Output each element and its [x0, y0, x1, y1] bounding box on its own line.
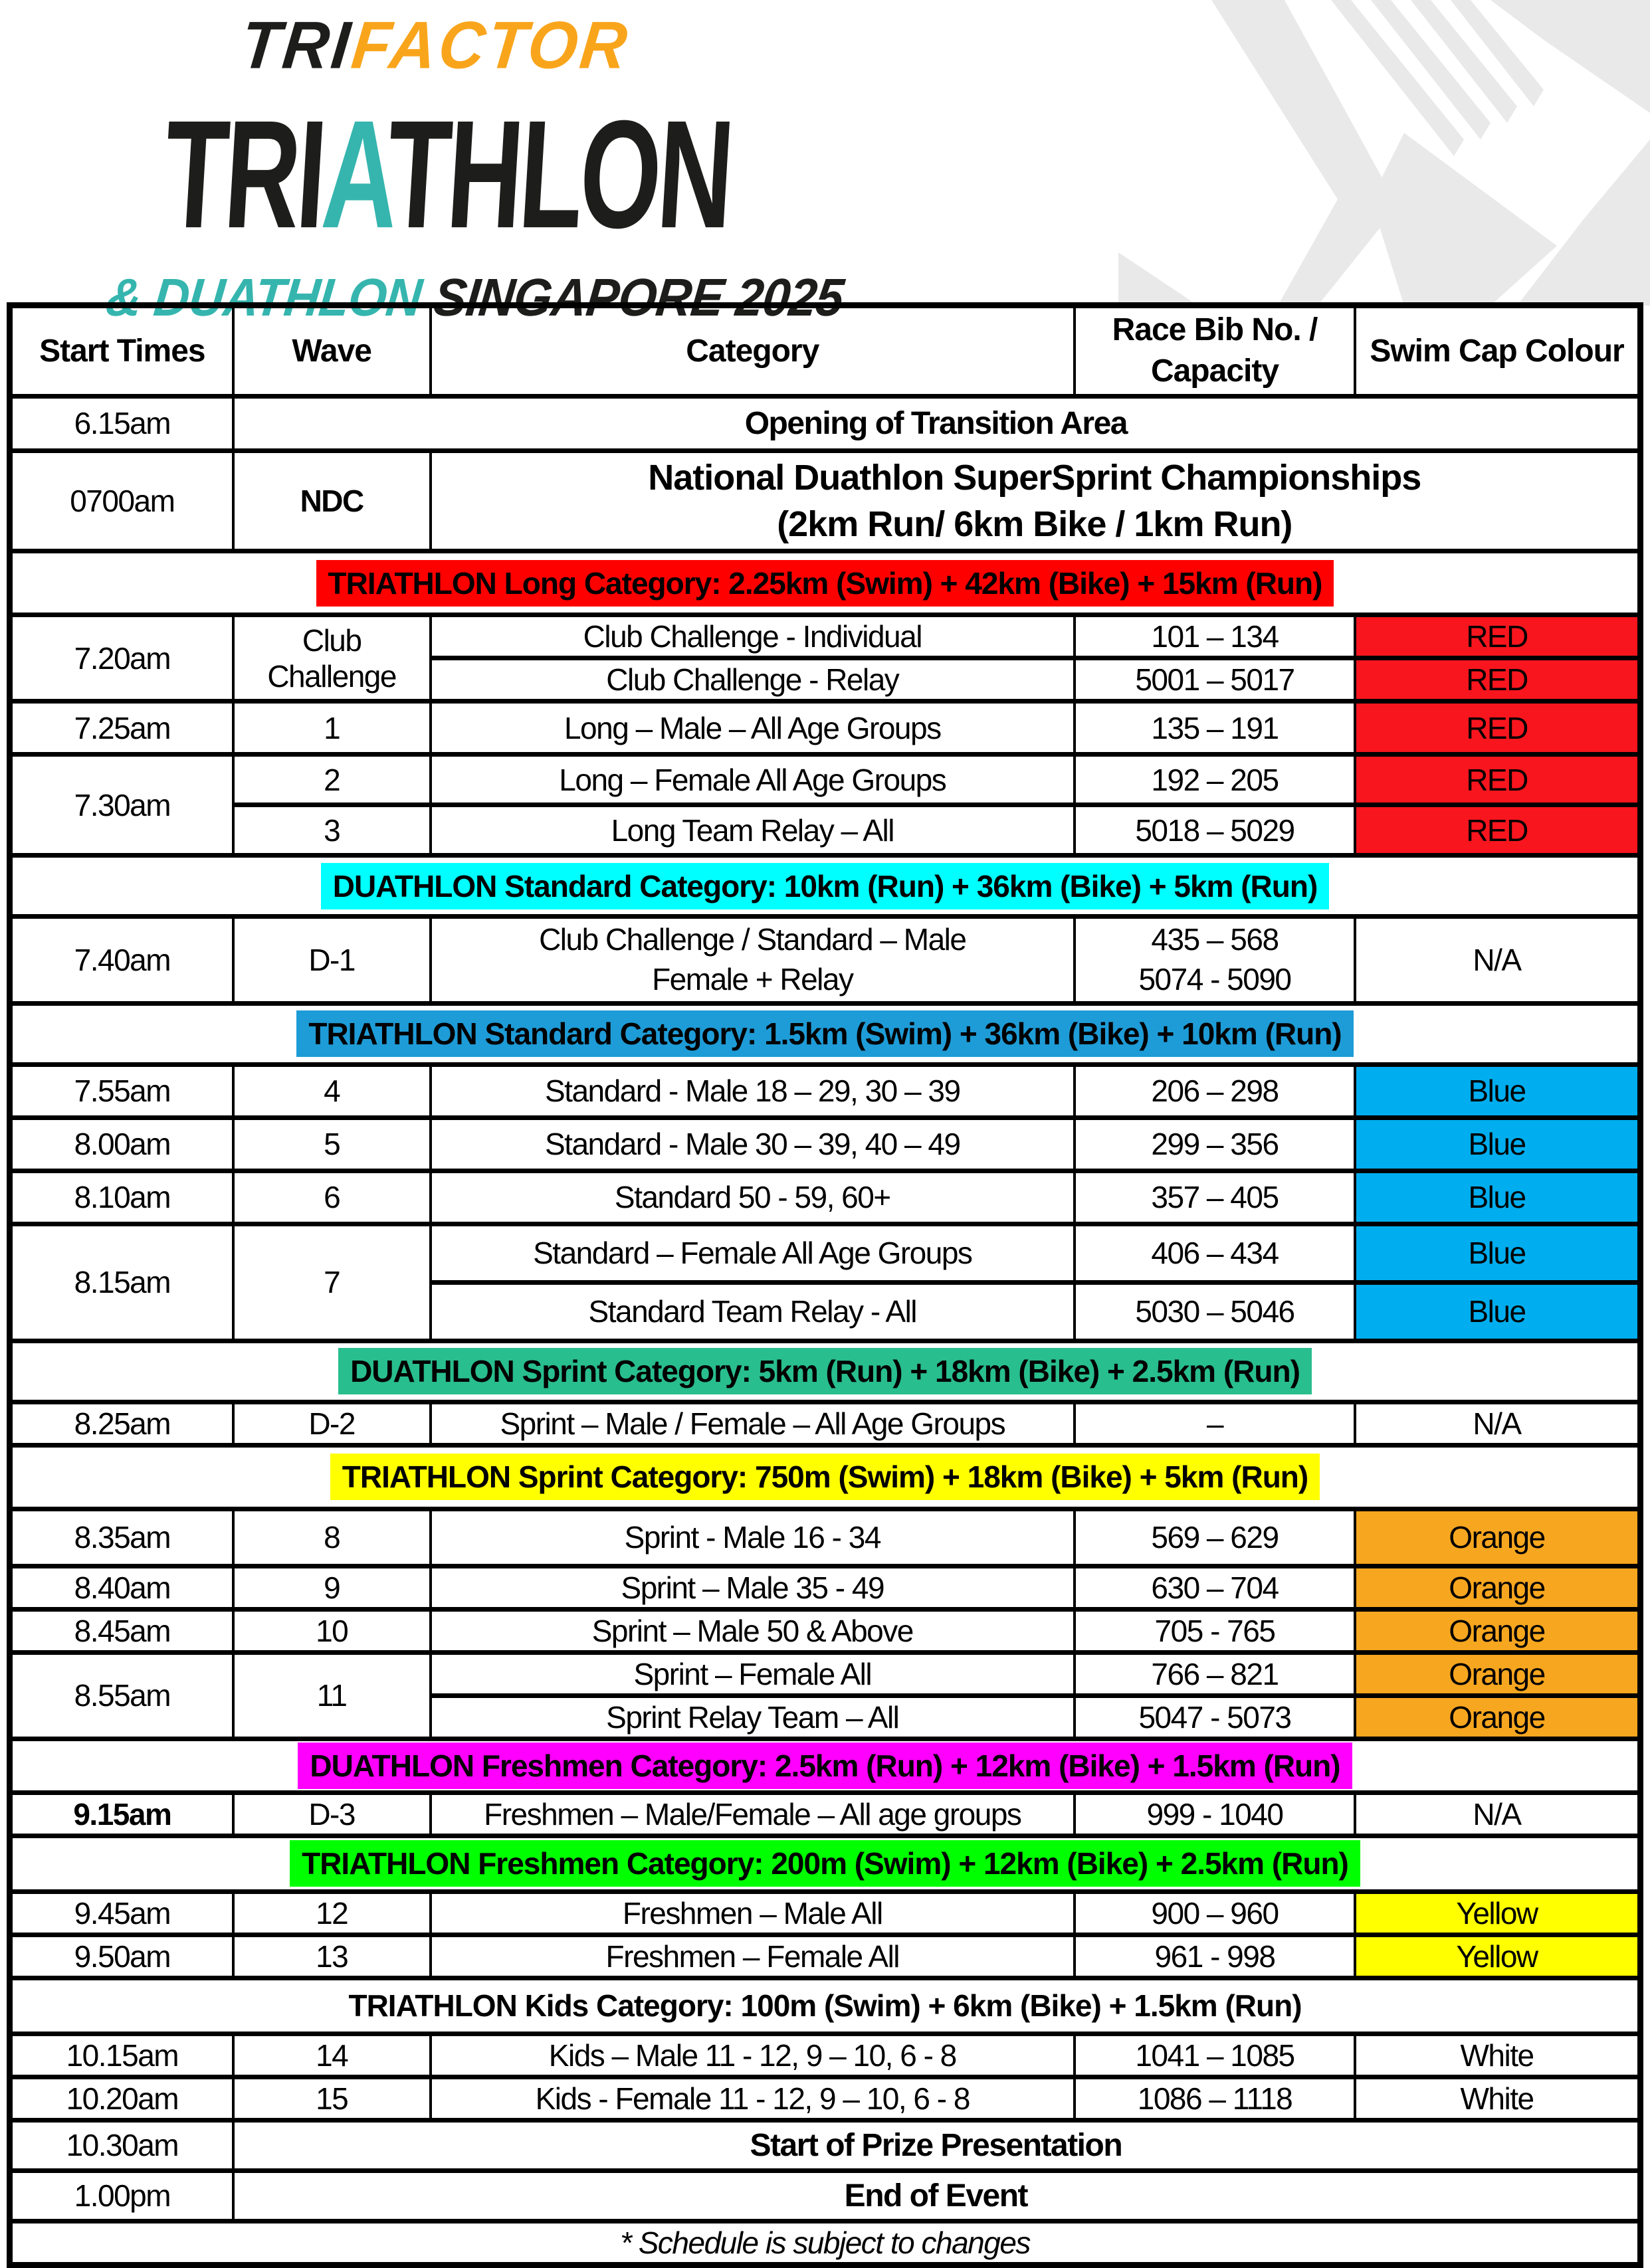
wave-cell: D-1 [233, 917, 431, 1004]
swim-cap-cell: Blue [1355, 1282, 1640, 1341]
race-row [10, 917, 1641, 1004]
column-header-swim-cap: Swim Cap Colour [1355, 306, 1640, 397]
wave-cell: NDC [233, 450, 431, 551]
race-row [10, 1064, 1641, 1117]
bib-cell: 961 - 998 [1075, 1935, 1355, 1978]
time-cell: 8.25am [10, 1402, 233, 1445]
category-cell: Standard 50 - 59, 60+ [431, 1171, 1075, 1224]
time-cell: 7.55am [10, 1064, 233, 1117]
swim-cap-cell: White [1355, 2033, 1640, 2077]
time-cell: 8.15am [10, 1224, 233, 1341]
logo-singapore-text: SINGAPORE 2025 [431, 267, 847, 328]
bib-cell: 999 - 1040 [1075, 1792, 1355, 1836]
bib-cell: 630 – 704 [1075, 1566, 1355, 1609]
swim-cap-cell: Yellow [1355, 1891, 1640, 1935]
race-schedule-table [7, 302, 1643, 2268]
time-cell: 7.25am [10, 702, 233, 755]
category-section-row [10, 1003, 1641, 1064]
swim-cap-cell: RED [1355, 702, 1640, 755]
time-cell: 9.50am [10, 1935, 233, 1978]
time-cell: 10.30am [10, 2120, 233, 2170]
wave-cell: Club Challenge [233, 615, 431, 702]
category-section-row [10, 1836, 1641, 1891]
race-row [10, 1891, 1641, 1935]
wave-cell: 8 [233, 1509, 431, 1566]
time-cell: 8.10am [10, 1171, 233, 1224]
bib-cell: 569 – 629 [1075, 1509, 1355, 1566]
ndc-title-line2: (2km Run/ 6km Bike / 1km Run) [777, 504, 1292, 544]
section-title: TRIATHLON Sprint Category: 750m (Swim) + 18km (Bike) + 5km (Run) [330, 1454, 1320, 1500]
time-cell: 8.40am [10, 1566, 233, 1609]
bib-cell: 5001 – 5017 [1075, 658, 1355, 702]
race-row [10, 1935, 1641, 1978]
wave-cell: 4 [233, 1064, 431, 1117]
swim-cap-cell: Orange [1355, 1509, 1640, 1566]
column-header-bib-line1: Race Bib No. / [1112, 312, 1318, 347]
logo-triathlon-a: A [318, 88, 393, 260]
category-section-row [10, 551, 1641, 615]
swim-cap-cell: Orange [1355, 1695, 1640, 1739]
race-row [10, 615, 1641, 658]
category-cell: Sprint – Male 35 - 49 [431, 1566, 1075, 1609]
swim-cap-cell: N/A [1355, 917, 1640, 1004]
bib-line1: 435 – 568 [1151, 922, 1279, 957]
footnote-cell: * Schedule is subject to changes [10, 2221, 1641, 2265]
column-header-wave: Wave [233, 306, 431, 397]
logo-triathlon-pre: TRI [159, 88, 328, 260]
category-cell: Standard Team Relay - All [431, 1282, 1075, 1341]
swim-cap-cell: N/A [1355, 1402, 1640, 1445]
category-cell [431, 917, 1075, 1004]
column-header-category: Category [431, 306, 1075, 397]
swim-cap-cell: Blue [1355, 1117, 1640, 1171]
swim-cap-cell: RED [1355, 755, 1640, 805]
time-cell: 8.00am [10, 1117, 233, 1171]
logo-triathlon-post: THLON [382, 88, 736, 260]
event-label-cell: Start of Prize Presentation [233, 2120, 1641, 2170]
category-cell: Freshmen – Female All [431, 1935, 1075, 1978]
logo-trifactor-wordmark [102, 7, 695, 84]
time-cell: 8.55am [10, 1652, 233, 1739]
event-row [10, 2120, 1641, 2170]
time-cell: 7.30am [10, 755, 233, 856]
category-section-row [10, 1978, 1641, 2033]
bib-cell [1075, 917, 1355, 1004]
bib-line2: 5074 - 5090 [1138, 961, 1291, 996]
wave-cell: 3 [233, 805, 431, 856]
race-row [10, 1402, 1641, 1445]
section-title: DUATHLON Standard Category: 10km (Run) + 36km (Bike) + 5km (Run) [321, 863, 1330, 909]
category-cell: Kids – Male 11 - 12, 9 – 10, 6 - 8 [431, 2033, 1075, 2077]
race-row [10, 2033, 1641, 2077]
event-row [10, 396, 1641, 450]
time-cell: 6.15am [10, 396, 233, 450]
bib-cell: 299 – 356 [1075, 1117, 1355, 1171]
section-title: TRIATHLON Freshmen Category: 200m (Swim) + 12km (Bike) + 2.5km (Run) [290, 1840, 1360, 1887]
wave-cell: D-2 [233, 1402, 431, 1445]
race-row [10, 1171, 1641, 1224]
category-section-row [10, 1739, 1641, 1792]
column-header-bib [1075, 306, 1355, 397]
race-row [10, 805, 1641, 856]
logo-factor-text: FACTOR [348, 8, 633, 83]
bib-cell: 5018 – 5029 [1075, 805, 1355, 856]
swim-cap-cell: N/A [1355, 1792, 1640, 1836]
wave-cell: 9 [233, 1566, 431, 1609]
category-cell: Standard – Female All Age Groups [431, 1224, 1075, 1282]
category-cell: Club Challenge - Relay [431, 658, 1075, 702]
bib-cell: 1086 – 1118 [1075, 2077, 1355, 2120]
wave-cell: 6 [233, 1171, 431, 1224]
category-cell: Sprint Relay Team – All [431, 1695, 1075, 1739]
ndc-row [10, 450, 1641, 551]
wave-cell: 2 [233, 755, 431, 805]
wave-cell: 7 [233, 1224, 431, 1341]
wave-cell: 1 [233, 702, 431, 755]
logo-triathlon-wordmark [159, 86, 736, 263]
category-cell: Kids - Female 11 - 12, 9 – 10, 6 - 8 [431, 2077, 1075, 2120]
wave-cell: 10 [233, 1609, 431, 1652]
swim-cap-cell: RED [1355, 658, 1640, 702]
category-cell: Standard - Male 18 – 29, 30 – 39 [431, 1064, 1075, 1117]
race-row [10, 702, 1641, 755]
category-section-row [10, 1445, 1641, 1509]
event-label-cell: End of Event [233, 2170, 1641, 2221]
swim-cap-cell: RED [1355, 805, 1640, 856]
category-cell: Standard - Male 30 – 39, 40 – 49 [431, 1117, 1075, 1171]
ndc-title-line1: National Duathlon SuperSprint Championships [648, 457, 1421, 498]
section-title: TRIATHLON Kids Category: 100m (Swim) + 6km (Bike) + 1.5km (Run) [348, 1988, 1302, 2024]
section-title: DUATHLON Freshmen Category: 2.5km (Run) + 12km (Bike) + 1.5km (Run) [298, 1743, 1352, 1789]
wave-cell: 12 [233, 1891, 431, 1935]
race-row [10, 1566, 1641, 1609]
wave-cell: 15 [233, 2077, 431, 2120]
time-cell: 7.20am [10, 615, 233, 702]
bib-cell: – [1075, 1402, 1355, 1445]
time-cell: 10.15am [10, 2033, 233, 2077]
bib-cell: 5030 – 5046 [1075, 1282, 1355, 1341]
bib-cell: 900 – 960 [1075, 1891, 1355, 1935]
time-cell: 1.00pm [10, 2170, 233, 2221]
column-header-start-times: Start Times [10, 306, 233, 397]
category-cell: Sprint – Female All [431, 1652, 1075, 1695]
logo-tri-text: TRI [237, 8, 356, 83]
category-cell: Sprint - Male 16 - 34 [431, 1509, 1075, 1566]
wave-cell: 13 [233, 1935, 431, 1978]
category-line1: Club Challenge / Standard – Male [539, 922, 966, 957]
category-cell: Freshmen – Male/Female – All age groups [431, 1792, 1075, 1836]
swim-cap-cell: Orange [1355, 1566, 1640, 1609]
footnote-row [10, 2221, 1641, 2265]
swim-cap-cell: Orange [1355, 1652, 1640, 1695]
category-cell: Long Team Relay – All [431, 805, 1075, 856]
bib-cell: 766 – 821 [1075, 1652, 1355, 1695]
table-header-row [10, 306, 1641, 397]
bib-cell: 101 – 134 [1075, 615, 1355, 658]
time-cell: 10.20am [10, 2077, 233, 2120]
time-cell: 9.45am [10, 1891, 233, 1935]
time-cell: 0700am [10, 450, 233, 551]
swim-cap-cell: Yellow [1355, 1935, 1640, 1978]
bib-cell: 135 – 191 [1075, 702, 1355, 755]
section-title: DUATHLON Sprint Category: 5km (Run) + 18km (Bike) + 2.5km (Run) [338, 1348, 1312, 1394]
wave-cell: 14 [233, 2033, 431, 2077]
logo-duathlon-text: & DUATHLON [103, 267, 425, 328]
trifactor-logo [103, 8, 847, 328]
wave-cell: D-3 [233, 1792, 431, 1836]
race-row [10, 1117, 1641, 1171]
race-row [10, 1509, 1641, 1566]
swim-cap-cell: Blue [1355, 1064, 1640, 1117]
category-cell: Sprint – Male / Female – All Age Groups [431, 1402, 1075, 1445]
ndc-title-cell [431, 450, 1641, 551]
category-line2: Female + Relay [652, 961, 853, 996]
race-row [10, 755, 1641, 805]
swim-cap-cell: RED [1355, 615, 1640, 658]
event-label-cell: Opening of Transition Area [233, 396, 1641, 450]
time-cell: 7.40am [10, 917, 233, 1004]
swim-cap-cell: White [1355, 2077, 1640, 2120]
category-section-row [10, 856, 1641, 917]
category-cell: Club Challenge - Individual [431, 615, 1075, 658]
time-cell: 9.15am [10, 1792, 233, 1836]
category-cell: Long – Male – All Age Groups [431, 702, 1075, 755]
race-row [10, 1224, 1641, 1282]
swim-cap-cell: Orange [1355, 1609, 1640, 1652]
bib-cell: 705 - 765 [1075, 1609, 1355, 1652]
bib-cell: 406 – 434 [1075, 1224, 1355, 1282]
wave-cell: 11 [233, 1652, 431, 1739]
bib-cell: 5047 - 5073 [1075, 1695, 1355, 1739]
section-title: TRIATHLON Standard Category: 1.5km (Swim) + 36km (Bike) + 10km (Run) [296, 1010, 1353, 1057]
category-cell: Freshmen – Male All [431, 1891, 1075, 1935]
column-header-bib-line2: Capacity [1150, 353, 1279, 389]
category-cell: Long – Female All Age Groups [431, 755, 1075, 805]
time-cell: 8.45am [10, 1609, 233, 1652]
swim-cap-cell: Blue [1355, 1224, 1640, 1282]
race-row [10, 2077, 1641, 2120]
wave-cell: 5 [233, 1117, 431, 1171]
bib-cell: 1041 – 1085 [1075, 2033, 1355, 2077]
background-watermark-graphic [1118, 0, 1650, 306]
swim-cap-cell: Blue [1355, 1171, 1640, 1224]
bib-cell: 357 – 405 [1075, 1171, 1355, 1224]
race-row [10, 1792, 1641, 1836]
category-cell: Sprint – Male 50 & Above [431, 1609, 1075, 1652]
category-section-row [10, 1341, 1641, 1402]
time-cell: 8.35am [10, 1509, 233, 1566]
race-row [10, 1652, 1641, 1695]
bib-cell: 192 – 205 [1075, 755, 1355, 805]
section-title: TRIATHLON Long Category: 2.25km (Swim) + 42km (Bike) + 15km (Run) [316, 560, 1334, 607]
event-row [10, 2170, 1641, 2221]
bib-cell: 206 – 298 [1075, 1064, 1355, 1117]
race-row [10, 1609, 1641, 1652]
